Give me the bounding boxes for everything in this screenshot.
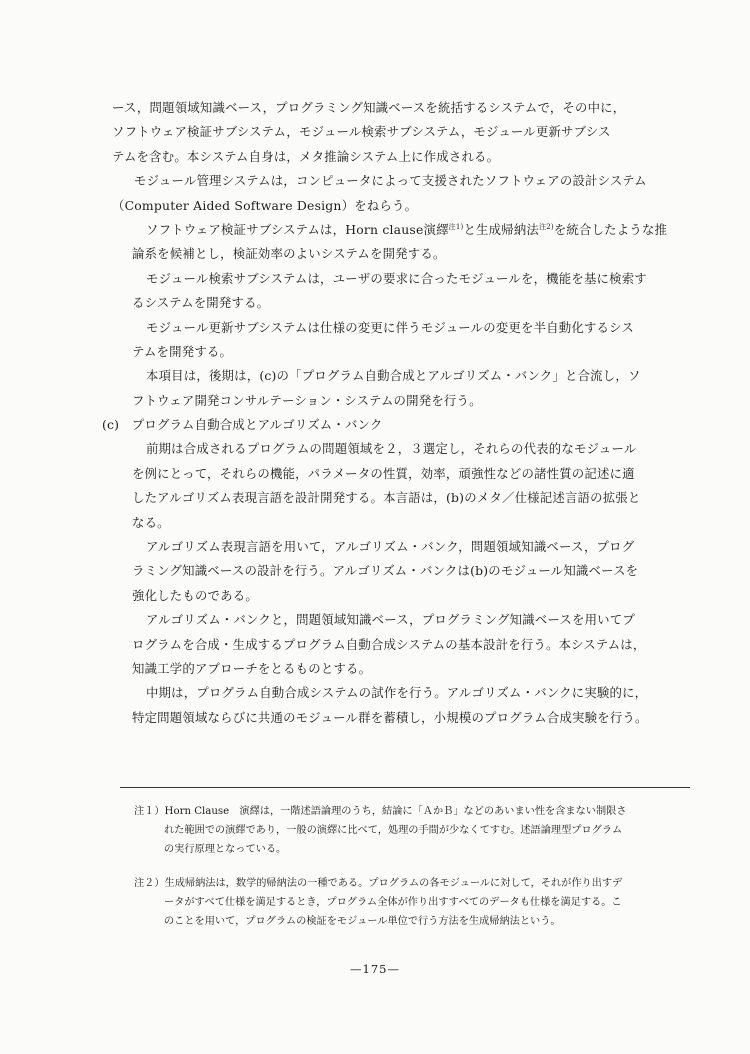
text-line [112, 218, 702, 242]
footnote-line: 注２）生成帰納法は，数学的帰納法の一種である。プログラムの各モジュールに対して，それが作り出すデ [134, 878, 623, 889]
text-line: 強化したものである。 [132, 587, 258, 603]
text-line: （Computer Aided Software Design）をねらう。 [112, 197, 418, 213]
text-line: ソフトウェア検証サブシステム，モジュール検索サブシステム，モジュール更新サブシス [112, 124, 611, 140]
footnote-ref-2: 注2) [539, 222, 554, 231]
text-segment: ソフトウェア検証サブシステムは，Horn clause演繹 [146, 221, 449, 237]
text-line: アルゴリズム・バンクと，問題領域知識ベース，プログラミング知識ベースを用いてプ [146, 612, 635, 628]
text-line: モジュール管理システムは，コンピュータによって支援されたソフトウェアの設計システム [134, 173, 647, 189]
text-line: ース，問題領域知識ベース，プログラミング知識ベースを統括するシステムで，その中に， [112, 100, 626, 115]
text-line: 論系を候補とし，検証効率のよいシステムを開発する。 [132, 246, 446, 262]
text-line: モジュール検索サブシステムは，ユーザの要求に合ったモジュールを，機能を基に検索す [146, 270, 647, 286]
text-line: 特定問題領域ならびに共通のモジュール群を蓄積し，小規模のプログラム合成実験を行う。 [132, 709, 648, 725]
page-number: —175— [350, 962, 400, 976]
section-heading: (c) プログラム自動合成とアルゴリズム・バンク [102, 417, 383, 433]
text-line: ラミング知識ベースの設計を行う。アルゴリズム・バンクは(b)のモジュール知識ベースを [132, 563, 639, 579]
text-segment: と生成帰納法 [463, 221, 540, 237]
text-line: テムを開発する。 [132, 343, 233, 359]
text-line: 知識工学的アプローチをとるものとする。 [132, 660, 372, 676]
footnote-line: のことを用いて，プログラムの検証をモジュール単位で行う方法を生成帰納法という。 [164, 916, 561, 927]
footnote-divider [120, 787, 690, 788]
footnote-line: の実行原理となっている。 [164, 844, 287, 855]
text-line: したアルゴリズム表現言語を設計開発する。本言語は，(b)のメタ／仕様記述言語の拡張と [132, 490, 641, 506]
text-line: アルゴリズム表現言語を用いて，アルゴリズム・バンク，問題領域知識ベース，プログ [146, 539, 635, 555]
text-line: るシステムを開発する。 [132, 295, 270, 311]
text-line: 本項目は，後期は，(c)の「プログラム自動合成とアルゴリズム・バンク」と合流し，ソ [146, 368, 641, 384]
text-segment: を統合したような推 [553, 221, 668, 237]
footnote-1 [134, 802, 694, 859]
text-line: 中期は，プログラム自動合成システムの試作を行う。アルゴリズム・バンクに実験的に， [146, 685, 648, 701]
text-line: を例にとって，それらの機能，パラメータの性質，効率，頑強性などの諸性質の記述に適 [132, 465, 635, 481]
text-line: なる。 [132, 514, 170, 530]
footnote-line: ータがすべて仕様を満足するとき，プログラム全体が作り出すすべてのデータも仕様を満足する。こ [164, 897, 622, 908]
text-line: モジュール更新サブシステムは仕様の変更に伴うモジュールの変更を半自動化するシス [146, 319, 634, 335]
footnote-ref-1: 注1) [448, 222, 464, 231]
body-text [102, 96, 702, 730]
footnote-line: 注１）Horn Clause 演繹は，一階述語論理のうち，結論に「ＡかＢ」などのあいまい性を含まない制限さ [134, 806, 627, 817]
footnote-line: れた範囲での演繹であり，一般の演繹に比べて，処理の手間が少なくてすむ。述語論理型プログラム [164, 825, 623, 836]
text-line: テムを含む。本システム自身は，メタ推論システム上に作成される。 [112, 148, 500, 164]
footnote-2 [134, 874, 694, 931]
text-line: 前期は合成されるプログラムの問題領域を２，３選定し，それらの代表的なモジュール [146, 441, 637, 457]
text-line: フトウェア開発コンサルテーション・システムの開発を行う。 [132, 392, 482, 408]
text-line: ログラムを合成・生成するプログラム自動合成システムの基本設計を行う。本システムは， [132, 636, 646, 652]
